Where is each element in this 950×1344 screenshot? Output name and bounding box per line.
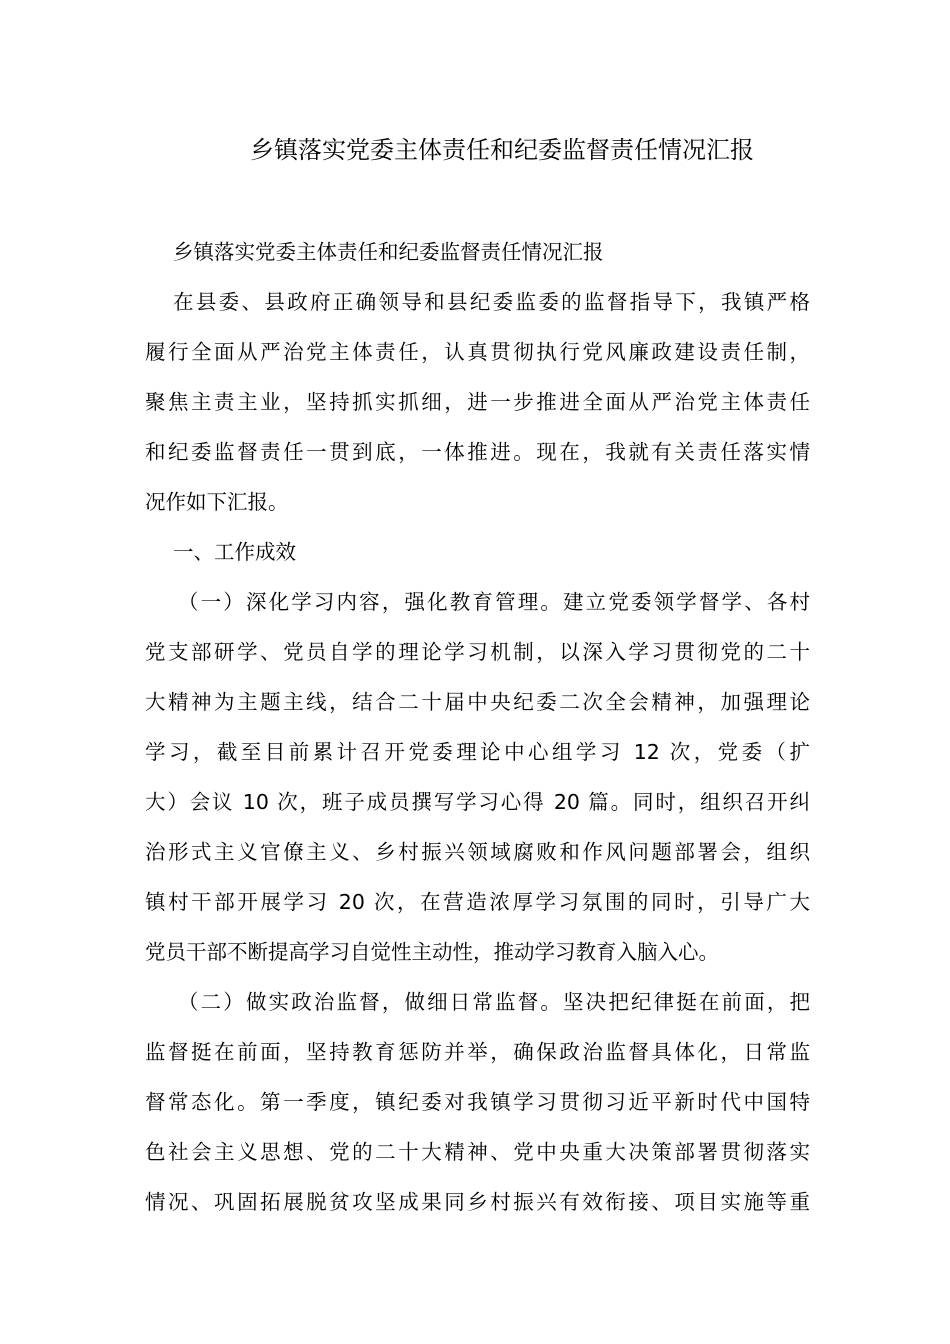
paragraph-line: 聚焦主责主业，坚持抓实抓细，进一步推进全面从严治党主体责任 [145,390,810,414]
subtitle-line: 乡镇落实党委主体责任和纪委监督责任情况汇报 [173,240,604,264]
paragraph-line: 党员干部不断提高学习自觉性主动性，推动学习教育入脑入心。 [145,940,719,964]
document-body [145,227,810,1227]
paragraph-line: 学习，截至目前累计召开党委理论中心组学习 12 次，党委（扩 [145,740,810,764]
paragraph-line: 大）会议 10 次，班子成员撰写学习心得 20 篇。同时，组织召开纠 [145,790,810,814]
paragraph-line: 色社会主义思想、党的二十大精神、党中央重大决策部署贯彻落实 [145,1140,810,1164]
paragraph-line: 在县委、县政府正确领导和县纪委监委的监督指导下，我镇严格 [173,290,810,314]
paragraph-line: 况作如下汇报。 [145,490,289,514]
document-title: 乡镇落实党委主体责任和纪委监督责任情况汇报 [250,136,754,164]
section-heading: 一、工作成效 [173,540,296,564]
paragraph-line: （二）做实政治监督，做细日常监督。坚决把纪律挺在前面，把 [178,990,810,1014]
paragraph-line: 镇村干部开展学习 20 次，在营造浓厚学习氛围的同时，引导广大 [145,890,810,914]
paragraph-line: 情况、巩固拓展脱贫攻坚成果同乡村振兴有效衔接、项目实施等重 [145,1190,810,1214]
paragraph-line: 党支部研学、党员自学的理论学习机制，以深入学习贯彻党的二十 [145,640,810,664]
paragraph-line: 履行全面从严治党主体责任，认真贯彻执行党风廉政建设责任制， [145,340,810,364]
paragraph-line: 大精神为主题主线，结合二十届中央纪委二次全会精神，加强理论 [145,690,810,714]
paragraph-line: 和纪委监督责任一贯到底，一体推进。现在，我就有关责任落实情 [145,440,810,464]
paragraph-line: （一）深化学习内容，强化教育管理。建立党委领学督学、各村 [178,590,810,614]
paragraph-line: 督常态化。第一季度，镇纪委对我镇学习贯彻习近平新时代中国特 [145,1090,810,1114]
paragraph-line: 治形式主义官僚主义、乡村振兴领域腐败和作风问题部署会，组织 [145,840,810,864]
paragraph-line: 监督挺在前面，坚持教育惩防并举，确保政治监督具体化，日常监 [145,1040,810,1064]
